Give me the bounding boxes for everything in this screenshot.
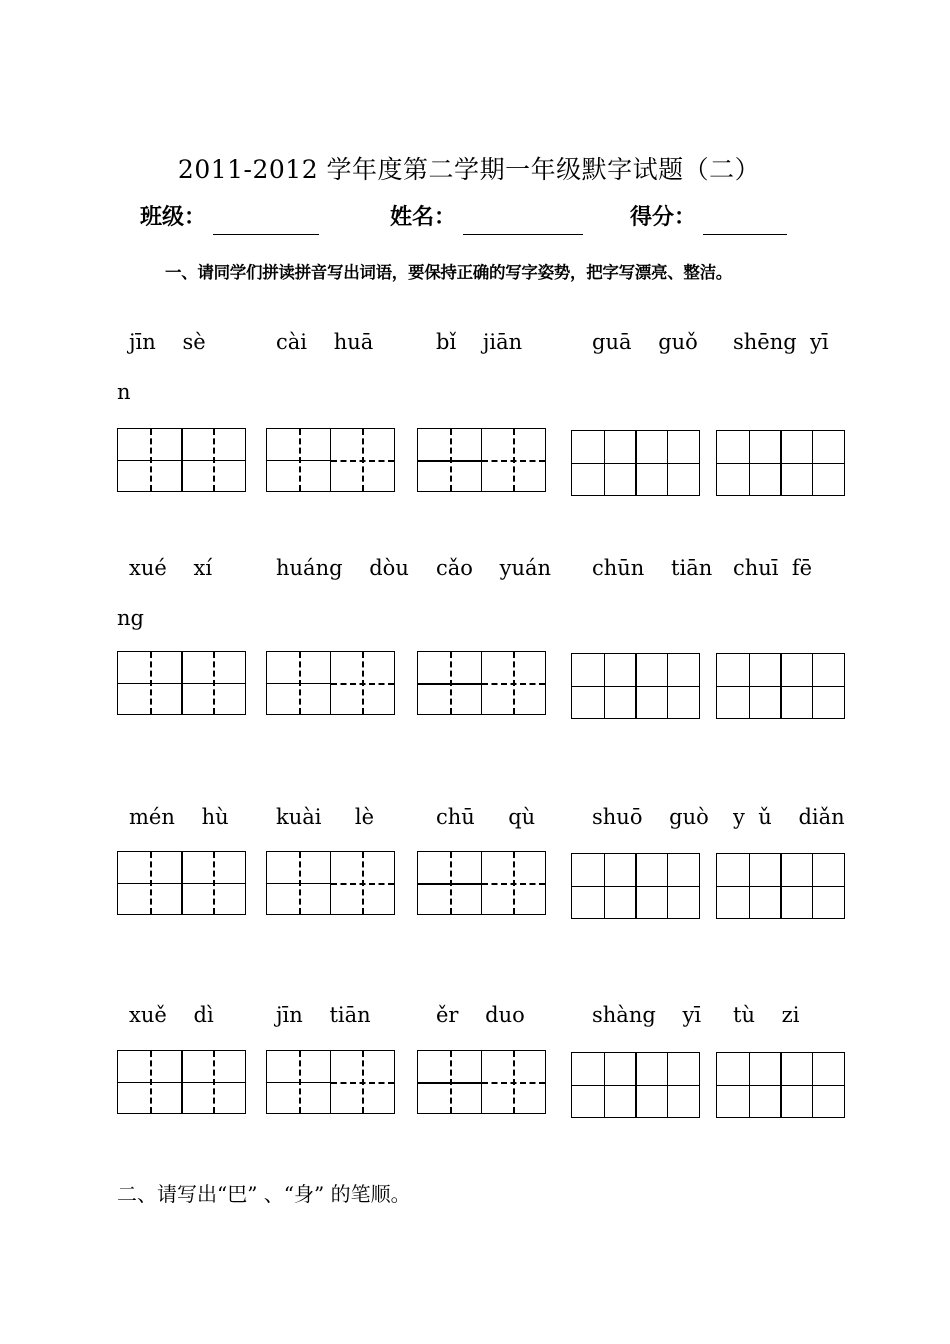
box-guide-line (330, 852, 331, 914)
box-guide-line (780, 431, 782, 495)
box-guide-line (150, 1051, 152, 1113)
box-guide-line (749, 654, 750, 718)
box-guide-line (362, 652, 364, 714)
box-guide-line (450, 852, 452, 914)
pinyin-word: huáng dòu (276, 556, 409, 580)
box-guide-line (635, 854, 637, 918)
score-field[interactable] (703, 234, 787, 235)
box-guide-line (604, 1053, 605, 1117)
box-guide-line (667, 654, 668, 718)
box-guide-line (299, 1051, 301, 1113)
box-guide-line (362, 1051, 364, 1113)
box-guide-line (181, 1051, 183, 1113)
box-guide-line (213, 429, 215, 491)
box-guide-line (330, 429, 331, 491)
pinyin-overflow: n (117, 380, 131, 404)
pinyin-word: guā guǒ (592, 330, 698, 354)
student-info (0, 200, 950, 240)
writing-box[interactable] (266, 851, 395, 915)
box-guide-line (667, 431, 668, 495)
writing-box[interactable] (417, 851, 546, 915)
box-guide-line (604, 431, 605, 495)
box-guide-line (481, 1051, 482, 1113)
box-guide-line (513, 852, 515, 914)
box-guide-line (604, 854, 605, 918)
box-guide-line (604, 654, 605, 718)
writing-box[interactable] (571, 853, 700, 919)
writing-box[interactable] (117, 1050, 246, 1114)
pinyin-word: chūn tiān (592, 556, 713, 580)
box-guide-line (150, 429, 152, 491)
box-guide-line (450, 1051, 452, 1113)
writing-box[interactable] (571, 653, 700, 719)
writing-box[interactable] (716, 1052, 845, 1118)
box-guide-line (780, 654, 782, 718)
pinyin-word: shuō guò (592, 805, 709, 829)
writing-box[interactable] (266, 651, 395, 715)
pinyin-word: bǐ jiān (436, 330, 523, 354)
box-guide-line (635, 431, 637, 495)
pinyin-word: chuī fē (733, 556, 813, 580)
box-guide-line (330, 652, 331, 714)
box-guide-line (150, 652, 152, 714)
box-guide-line (481, 429, 482, 491)
box-guide-line (812, 1053, 813, 1117)
box-guide-line (181, 652, 183, 714)
name-field[interactable] (463, 234, 583, 235)
pinyin-word: tù zi (733, 1003, 800, 1027)
box-guide-line (181, 429, 183, 491)
box-guide-line (635, 654, 637, 718)
writing-box[interactable] (417, 1050, 546, 1114)
box-guide-line (812, 854, 813, 918)
box-guide-line (450, 652, 452, 714)
box-guide-line (481, 652, 482, 714)
score-label: 得分： (630, 205, 697, 230)
box-guide-line (362, 852, 364, 914)
box-guide-line (299, 652, 301, 714)
box-guide-line (780, 1053, 782, 1117)
box-guide-line (362, 429, 364, 491)
pinyin-word: y ǔ diǎn (733, 805, 845, 829)
writing-box[interactable] (417, 428, 546, 492)
writing-box[interactable] (571, 1052, 700, 1118)
name-label: 姓名： (390, 205, 457, 230)
box-guide-line (213, 852, 215, 914)
writing-box[interactable] (266, 1050, 395, 1114)
box-guide-line (513, 429, 515, 491)
box-guide-line (213, 652, 215, 714)
page-title: 2011-2012 学年度第二学期一年级默字试题（二） (177, 155, 761, 184)
writing-box[interactable] (716, 653, 845, 719)
box-guide-line (780, 854, 782, 918)
box-guide-line (635, 1053, 637, 1117)
pinyin-word: kuài lè (276, 805, 375, 829)
class-label: 班级： (140, 205, 207, 230)
pinyin-word: shàng yī (592, 1003, 702, 1027)
box-guide-line (812, 654, 813, 718)
box-guide-line (513, 1051, 515, 1113)
pinyin-word: xué xí (129, 556, 213, 580)
box-guide-line (181, 852, 183, 914)
pinyin-word: mén hù (129, 805, 229, 829)
box-guide-line (667, 1053, 668, 1117)
writing-box[interactable] (117, 428, 246, 492)
class-field[interactable] (213, 234, 319, 235)
box-guide-line (749, 431, 750, 495)
box-guide-line (213, 1051, 215, 1113)
pinyin-word: cài huā (276, 330, 374, 354)
box-guide-line (749, 854, 750, 918)
box-guide-line (299, 429, 301, 491)
box-guide-line (749, 1053, 750, 1117)
writing-box[interactable] (117, 651, 246, 715)
pinyin-word: xuě dì (129, 1003, 214, 1027)
section2-instruction: 二、请写出“巴” 、“身” 的笔顺。 (117, 1182, 411, 1206)
box-guide-line (812, 431, 813, 495)
box-guide-line (667, 854, 668, 918)
pinyin-overflow: ng (117, 606, 144, 630)
writing-box[interactable] (417, 651, 546, 715)
box-guide-line (513, 652, 515, 714)
box-guide-line (481, 852, 482, 914)
pinyin-word: chū qù (436, 805, 536, 829)
writing-box[interactable] (716, 853, 845, 919)
writing-box[interactable] (571, 430, 700, 496)
writing-box[interactable] (117, 851, 246, 915)
section1-instruction: 一、请同学们拼读拼音写出词语，要保持正确的写字姿势，把字写漂亮、整洁。 (165, 263, 733, 282)
pinyin-word: ěr duo (436, 1003, 525, 1027)
box-guide-line (450, 429, 452, 491)
pinyin-word: shēng yī (733, 330, 829, 354)
box-guide-line (150, 852, 152, 914)
pinyin-word: jīn tiān (276, 1003, 371, 1027)
box-guide-line (299, 852, 301, 914)
writing-box[interactable] (716, 430, 845, 496)
pinyin-word: jīn sè (129, 330, 206, 354)
box-guide-line (330, 1051, 331, 1113)
pinyin-word: cǎo yuán (436, 556, 552, 580)
writing-box[interactable] (266, 428, 395, 492)
